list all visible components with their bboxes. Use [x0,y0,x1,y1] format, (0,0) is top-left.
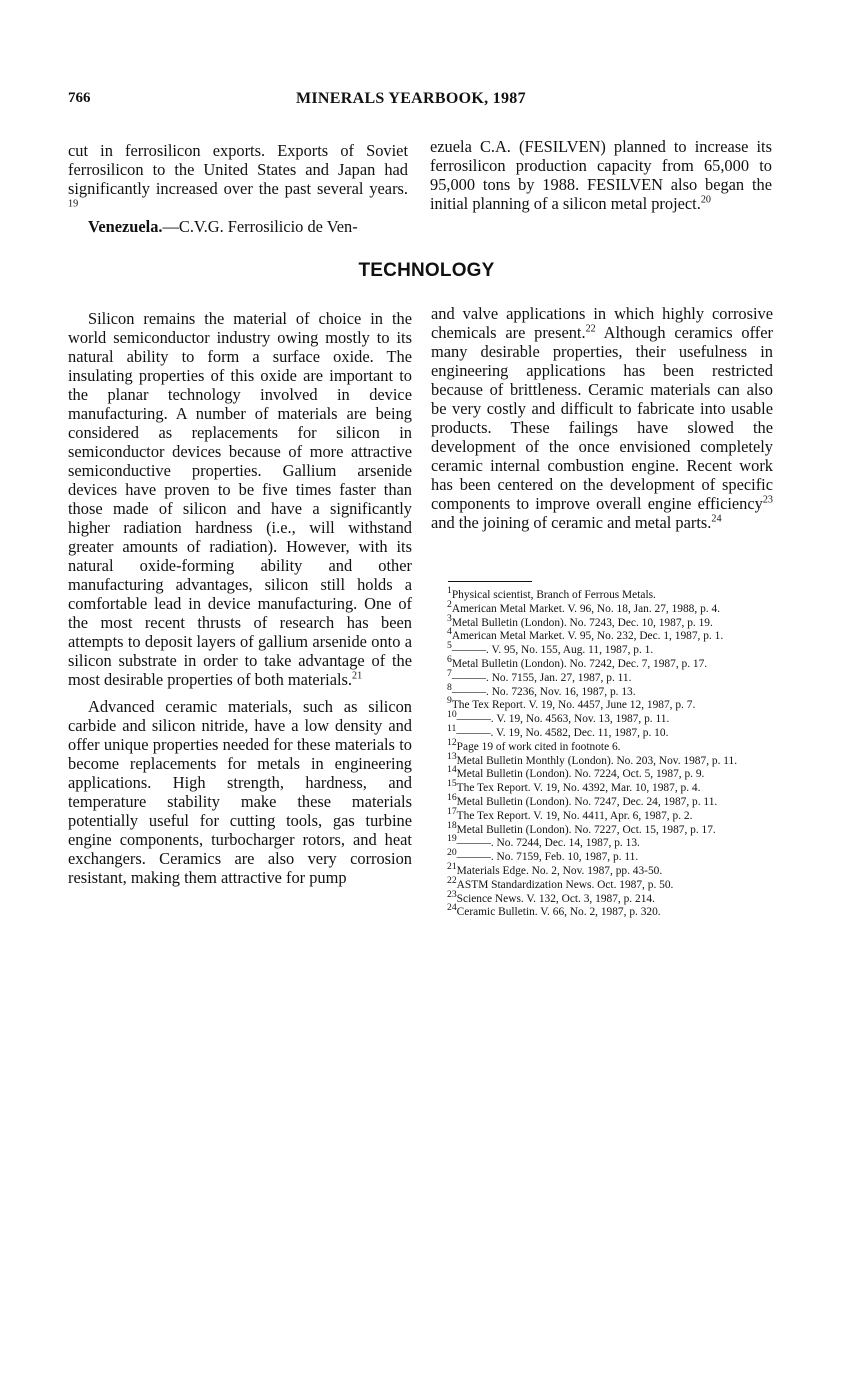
ceramics-paragraph [68,697,412,887]
footnote-number: 8 [447,681,452,693]
footnote-21 [435,861,777,879]
section-title: TECHNOLOGY [358,260,495,281]
top-left-column [68,141,408,236]
footnote-text: ———. No. 7244, Dec. 14, 1987, p. 13. [456,837,640,850]
footnote-13 [435,750,777,769]
footnote-10 [435,709,777,727]
footnote-text: Metal Bulletin (London). No. 7224, Oct. 5, 1987, p. 9. [456,768,705,781]
footnote-6 [435,654,777,672]
footnote-12 [435,736,777,755]
footnote-number: 12 [447,736,457,748]
footnote-number: 2 [447,599,452,610]
footnote-text: Metal Bulletin (London). No. 7227, Oct. 15, 1987, p. 17. [456,823,716,836]
footnote-18 [435,819,777,838]
footnote-2 [435,599,777,617]
paragraph-text: and the joining of ceramic and metal parts. [431,513,712,532]
footnote-text: Ceramic Bulletin. V. 66, No. 2, 1987, p. 320. [456,906,661,919]
footnote-text: Metal Bulletin (London). No. 7247, Dec. 24, 1987, p. 11. [456,795,718,808]
footnote-ref: 22 [585,323,596,335]
footnote-text: ———. V. 95, No. 155, Aug. 11, 1987, p. 1. [451,644,654,657]
footnote-text: Metal Bulletin (London). No. 7242, Dec. 7, 1987, p. 17. [451,657,708,670]
footnote-number: 13 [447,750,457,762]
footnote-number: 18 [447,819,457,831]
footnote-number: 19 [447,833,457,845]
page-number: 766 [68,90,91,106]
footnote-15 [435,778,777,796]
ceramics-continued-paragraph [431,304,773,532]
page-header [68,90,772,114]
venezuela-paragraph [68,217,408,236]
footnote-text: American Metal Market. V. 96, No. 18, Jan. 27, 1988, p. 4. [451,602,721,615]
footnote-17 [435,805,777,824]
footnote-number: 3 [447,612,452,624]
footnote-number: 9 [447,695,452,707]
running-head: MINERALS YEARBOOK, 1987 [296,90,526,107]
paragraph-text: and valve applications in which highly corrosive chemicals are present. [431,304,773,342]
footnotes [435,585,777,920]
footnote-20 [435,847,777,865]
footnote-ref: 24 [711,513,722,525]
footnote-ref: 21 [352,670,363,682]
paragraph-text: ezuela C.A. (FESILVEN) planned to increase its ferrosilicon production capacity from 65,000 to 95,000 tons by 1988. FESILVEN also began the initial planning of a silicon metal project. [430,137,772,213]
footnote-text: The Tex Report. V. 19, No. 4457, June 12, 1987, p. 7. [451,699,696,712]
footnote-text: Metal Bulletin (London). No. 7243, Dec. 10, 1987, p. 19. [451,616,713,629]
footnote-text: ———. No. 7159, Feb. 10, 1987, p. 11. [456,851,639,864]
footnote-number: 20 [447,847,457,859]
silicon-paragraph [68,309,412,689]
footnote-number: 24 [447,902,457,914]
paragraph-text: Advanced ceramic materials, such as silicon carbide and silicon nitride, have a low density and offer unique properties needed for these materials to become replacements for metals in engineering applications. High strength, hardness, and temperature stability make these materials potentially useful for cutting tools, gas turbine engine components, turbocharger rotors, and heat exchangers. Ceramics are also very corrosion resistant, making them attractive for pump [68,697,412,887]
footnote-7 [435,667,777,686]
footnote-number: 6 [447,654,452,666]
paragraph-text: cut in ferrosilicon exports. Exports of Soviet ferrosilicon to the United States and Japan had significantly increased over the past several years. [68,141,408,198]
soviet-exports-paragraph [68,141,408,217]
footnote-9 [435,695,777,713]
footnote-number: 22 [447,874,457,886]
footnote-number: 21 [447,861,457,873]
footnote-4 [435,626,777,644]
footnote-1 [435,585,777,603]
footnote-number: 14 [447,764,457,776]
footnote-text: ———. No. 7236, Nov. 16, 1987, p. 13. [451,685,636,698]
paragraph-text: —C.V.G. Ferrosilicio de Ven- [162,217,358,236]
footnote-text: American Metal Market. V. 95, No. 232, Dec. 1, 1987, p. 1. [451,630,724,643]
footnote-number: 11 [447,723,457,735]
footnote-text: ———. No. 7155, Jan. 27, 1987, p. 11. [451,671,632,684]
venezuela-heading: Venezuela. [88,217,163,236]
footnote-rule [448,581,532,582]
footnote-text: Page 19 of work cited in footnote 6. [456,740,621,753]
footnote-text: Materials Edge. No. 2, Nov. 1987, pp. 43-50. [456,864,663,877]
footnote-text: ———. V. 19, No. 4563, Nov. 13, 1987, p. 11. [456,713,670,726]
footnote-text: Physical scientist, Branch of Ferrous Metals. [451,589,656,601]
footnote-text: Science News. V. 132, Oct. 3, 1987, p. 214. [456,892,655,905]
footnote-5 [435,640,777,658]
fesilven-paragraph [430,137,772,213]
footnote-text: The Tex Report. V. 19, No. 4411, Apr. 6, 1987, p. 2. [456,809,693,822]
footnote-23 [435,888,777,907]
footnote-ref: 20 [700,194,711,206]
footnote-text: ASTM Standardization News. Oct. 1987, p. 50. [456,878,674,891]
footnote-19 [435,833,777,851]
footnote-text: The Tex Report. V. 19, No. 4392, Mar. 10, 1987, p. 4. [456,782,701,795]
footnote-ref: 23 [762,494,773,506]
footnote-number: 16 [447,792,457,804]
technology-left-column [68,309,412,887]
footnote-number: 5 [447,640,452,652]
footnote-24 [435,902,777,920]
footnote-number: 7 [447,667,452,679]
footnote-ref: 19 [68,198,79,210]
footnote-text: Metal Bulletin Monthly (London). No. 203, Nov. 1987, p. 11. [456,754,738,767]
footnote-14 [435,764,777,782]
footnote-22 [435,874,777,893]
footnote-number: 1 [447,585,452,597]
footnote-16 [435,792,777,810]
footnote-number: 10 [447,709,457,721]
technology-right-column [431,304,773,532]
paragraph-text: Silicon remains the material of choice in the world semiconductor industry owing mostly to its natural ability to form a surface oxide. The insulating properties of this oxide are important to the planar technology involved in device manufacturing. A number of materials are being considered as replacements for silicon in semiconductor devices because of more attractive semiconductive properties. Gallium arsenide devices have proven to be five times faster than those made of silicon and have a significantly higher radiation hardness (i.e., will withstand greater amounts of radiation). However, with its natural oxide-forming ability and other manufacturing advantages, silicon still holds a comfortable lead in device manufacturing. One of the most recent thrusts of research has been attempts to deposit layers of gallium arsenide onto a silicon substrate in order to take advantage of the most desirable properties of both materials. [68,309,412,689]
paragraph-text: Although ceramics offer many desirable properties, their usefulness in engineering applications has been restricted because of brittleness. Ceramic materials can also be very costly and difficult to fabricate into usable products. These failings have slowed the development of the once envisioned completely ceramic internal combustion engine. Recent work has been centered on the development of specific components to improve overall engine efficiency [431,323,773,513]
footnote-number: 15 [447,778,457,790]
footnote-8 [435,681,777,700]
footnote-number: 23 [447,888,457,900]
top-right-column [430,137,772,213]
footnote-number: 4 [447,626,452,638]
footnote-11 [435,723,777,741]
footnote-text: ———. V. 19, No. 4582, Dec. 11, 1987, p. 10. [456,726,669,739]
footnote-number: 17 [447,805,457,817]
footnote-3 [435,612,777,631]
